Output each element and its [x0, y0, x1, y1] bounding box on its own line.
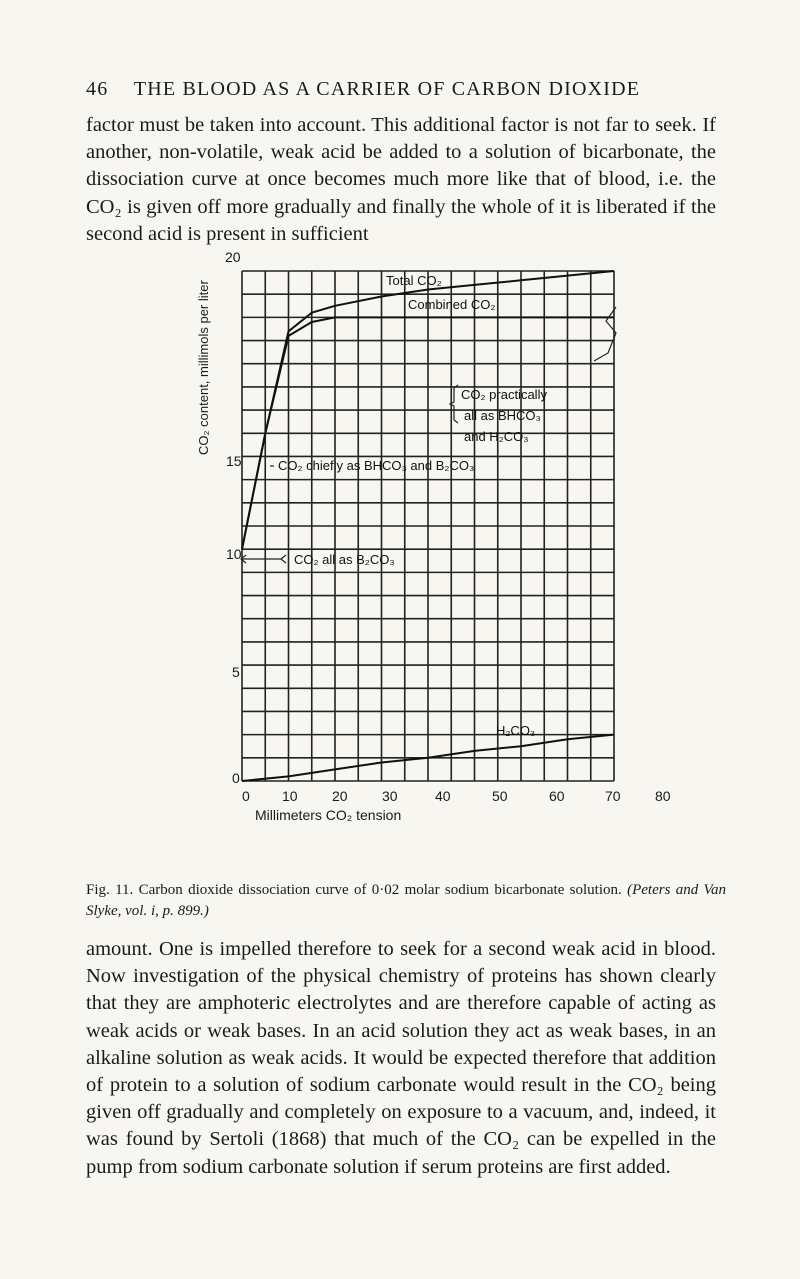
page-number: 46: [86, 78, 109, 100]
x-tick-80: 80: [655, 788, 671, 804]
x-tick-10: 10: [282, 788, 298, 804]
dissociation-chart: [196, 265, 626, 790]
y-tick-10: 10: [226, 546, 242, 562]
annotation-all-b2co3: CO₂ all as B₂CO₃: [294, 552, 395, 567]
running-title: THE BLOOD AS A CARRIER OF CARBON DIOXIDE: [133, 78, 641, 100]
y-axis-label: CO₂ content, millimols per liter: [196, 280, 211, 455]
x-tick-0: 0: [242, 788, 250, 804]
annotation-h2co3: H₂CO₃: [496, 723, 536, 738]
x-tick-50: 50: [492, 788, 508, 804]
x-tick-20: 20: [332, 788, 348, 804]
x-tick-70: 70: [605, 788, 621, 804]
x-axis-label: Millimeters CO₂ tension: [255, 807, 402, 823]
x-tick-40: 40: [435, 788, 451, 804]
arrow-all-b2co3: [241, 555, 286, 563]
annotation-practically-2: all as BHCO₃: [464, 408, 541, 423]
annotation-practically-3: and H₂CO₃: [464, 429, 529, 444]
x-tick-30: 30: [382, 788, 398, 804]
paragraph-top: factor must be taken into account. This additional factor is not far to seek. If another, non-volatile, weak acid be added to a solution of bicarbonate, the dissociation curve at once becomes much more like that of blood, i.e. the CO₂ is given off more gradually and finally the whole of it is liberated if the second acid is present in sufficient: [86, 114, 716, 245]
caption-text: Carbon dioxide dissociation curve of 0·02 molar sodium bicarbonate solution.: [138, 882, 622, 898]
y-tick-15: 15: [226, 453, 242, 469]
y-tick-0: 0: [232, 770, 240, 786]
annotation-total: Total CO₂: [386, 273, 442, 288]
caption-source: (Peters and Van Slyke, vol. i, p. 899.): [86, 882, 727, 919]
paragraph-bottom: amount. One is impelled therefore to seek for a second weak acid in blood. Now investigation of the physical chemistry of proteins has shown clearly that they are amphoteric electrolytes and are therefore capable of acting as weak acids or weak bases. In an acid solution they act as weak bases, in an alkaline solution as weak acids. It would be expected therefore that addition of protein to a solution of sodium carbonate would result in the CO₂ being given off gradually and completely on exposure to a vacuum, and, indeed, it was found by Sertoli (1868) that much of the CO₂ can be expelled in the pump from sodium carbonate solution if serum proteins are first added.: [86, 938, 716, 1178]
caption-prefix: Fig. 11.: [86, 882, 134, 898]
x-tick-60: 60: [549, 788, 565, 804]
annotation-chiefly: CO₂ chiefly as BHCO₃ and B₂CO₃: [278, 458, 475, 473]
figure-caption: [86, 880, 726, 922]
y-tick-5: 5: [232, 664, 240, 680]
y-tick-20: 20: [225, 249, 241, 265]
running-header: [86, 78, 706, 101]
annotation-practically-1: CO₂ practically: [461, 387, 547, 402]
brace-right: [594, 307, 616, 361]
chart-grid: [242, 271, 614, 781]
annotation-combined: Combined CO₂: [408, 297, 496, 312]
